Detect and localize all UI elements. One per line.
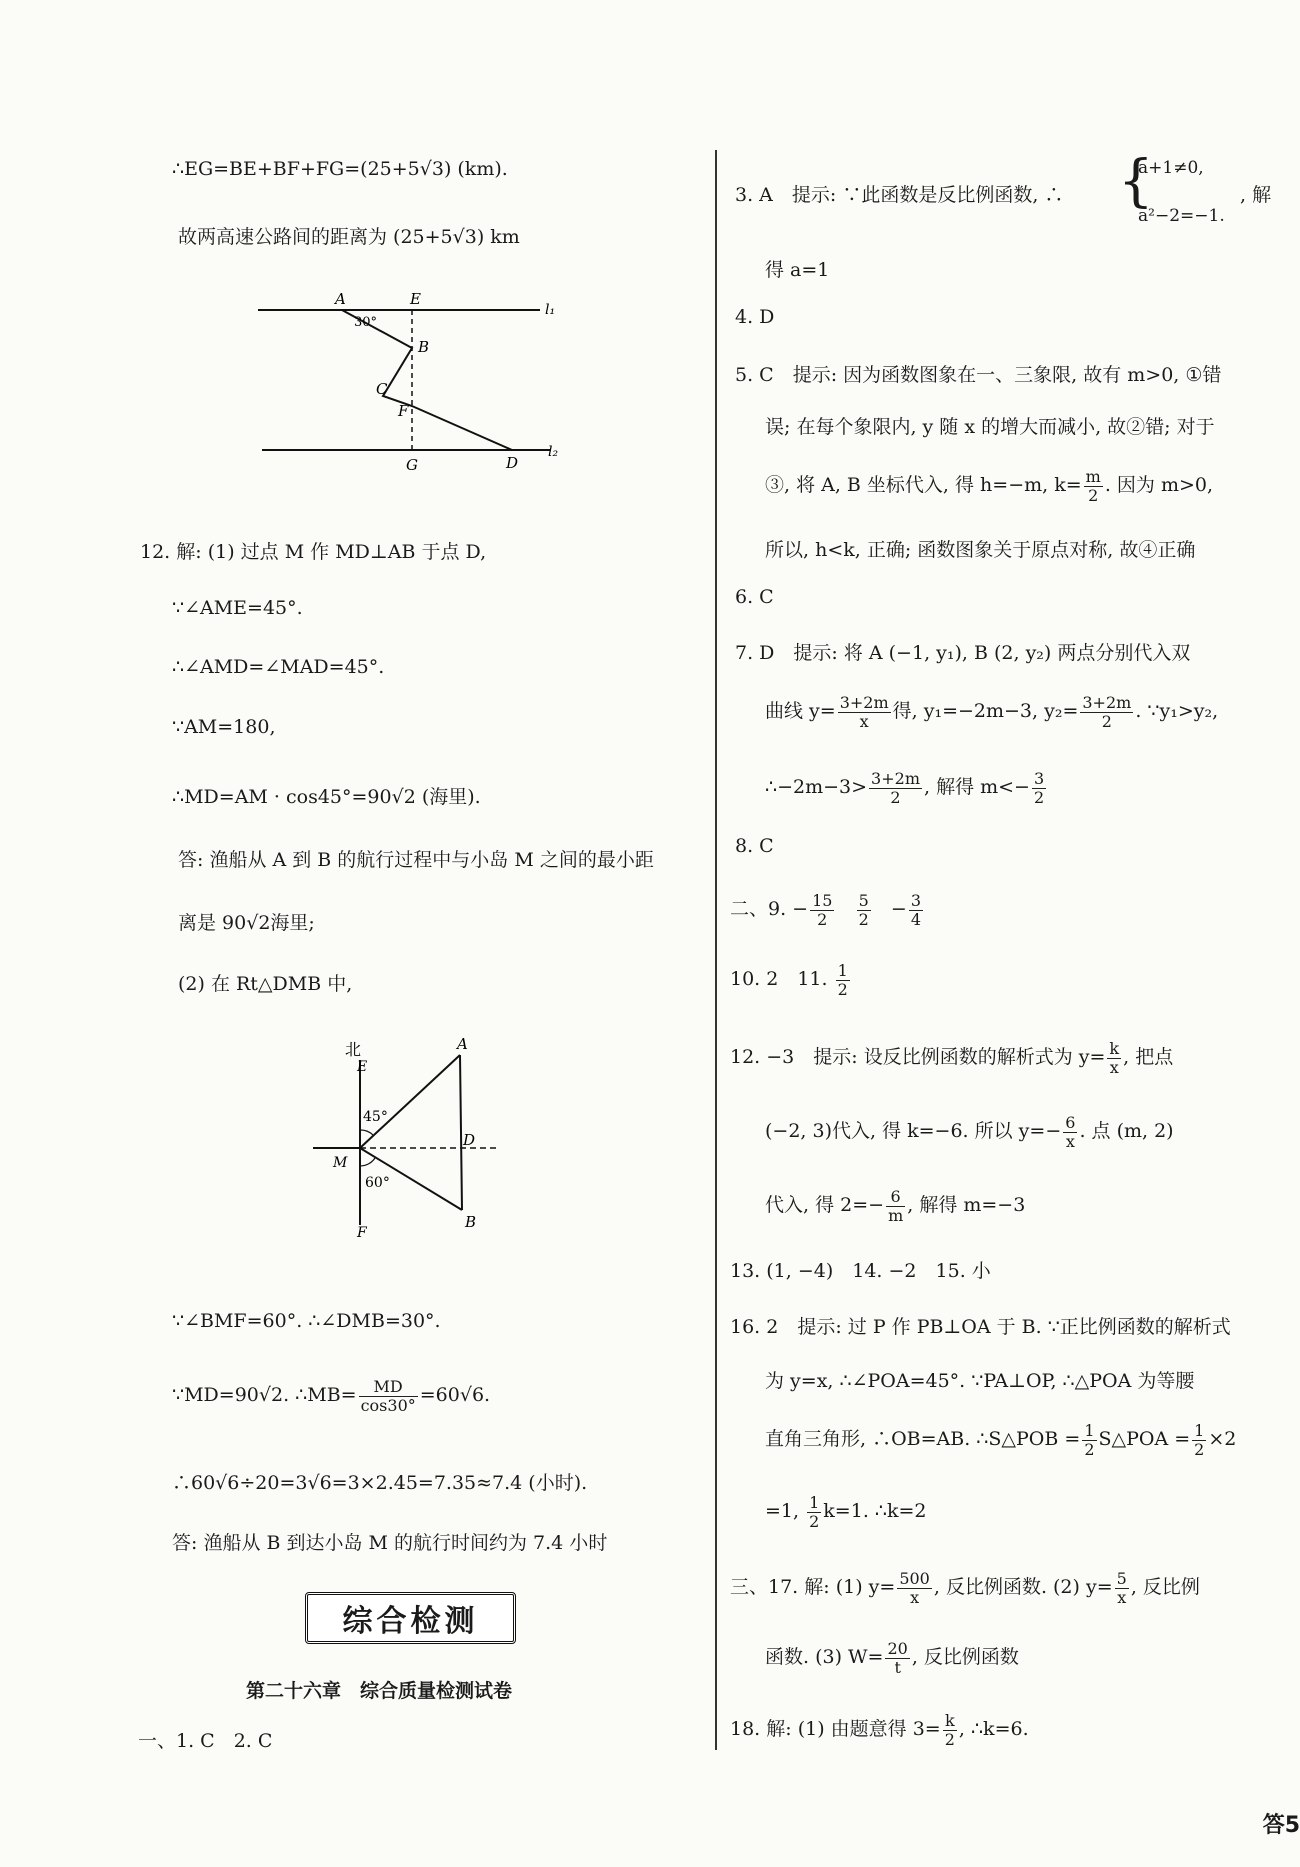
frac-num: 1 [1084, 1421, 1095, 1440]
q12-step-9: ∵∠BMF=60°. ∴∠DMB=30°. [172, 1310, 441, 1332]
r16-line-1: 16. 2 提示: 过 P 作 PB⊥OA 于 B. ∵正比例函数的解析式 [730, 1316, 1231, 1338]
frac-num: 5 [858, 891, 869, 910]
r7-line-2-b: 得, y₁=−2m−3, y₂= [892, 700, 1079, 723]
r12-line-1-a: 12. −3 提示: 设反比例函数的解析式为 y= [730, 1046, 1106, 1069]
r18-line [730, 1712, 1029, 1748]
frac-num: 6 [1065, 1113, 1076, 1132]
r4-answer: 4. D [735, 306, 775, 328]
frac-den: 2 [858, 909, 869, 929]
frac-3-4 [909, 892, 923, 928]
frac-den: x [1065, 1131, 1075, 1151]
frac-k-x [1107, 1040, 1121, 1076]
r9-minus: − [890, 898, 907, 921]
r17-line-2-a: 函数. (3) W= [765, 1646, 884, 1669]
r16-line-3-b: S△POA = [1098, 1428, 1191, 1451]
label-A2: A [457, 1035, 468, 1053]
r12-line-1-b: , 把点 [1123, 1046, 1174, 1069]
section-banner: 综合检测 [305, 1592, 516, 1644]
r17-line-1-c: , 反比例 [1130, 1576, 1200, 1599]
line-AB [460, 1055, 462, 1210]
q12-answer-1b: 离是 90√2海里; [178, 912, 315, 934]
q12-step-10 [172, 1378, 490, 1414]
frac-5-x [1115, 1570, 1129, 1606]
label-E2: E [357, 1059, 368, 1075]
label-G: G [406, 456, 418, 474]
frac-5-2 [857, 892, 871, 928]
frac-den: 2 [837, 979, 848, 999]
r12-line-2 [765, 1114, 1174, 1150]
figure-highways [250, 288, 570, 478]
r16-line-4-b: k=1. ∴k=2 [823, 1500, 927, 1523]
label-45deg: 45° [363, 1109, 388, 1125]
label-E: E [410, 290, 421, 308]
label-D: D [506, 454, 519, 472]
r8-answer: 8. C [735, 835, 774, 857]
label-l2: l₂ [548, 444, 559, 460]
r7-line-3-a: ∴−2m−3> [765, 776, 868, 799]
label-D2: D [463, 1131, 476, 1149]
q12-step-10-rhs: =60√6. [419, 1384, 491, 1407]
column-divider [715, 150, 717, 1750]
r5-line-3 [765, 468, 1213, 504]
r12-line-3-a: 代入, 得 2=− [765, 1194, 885, 1217]
frac-md-cos30 [359, 1378, 418, 1414]
label-F: F [398, 402, 409, 420]
frac-den: x [859, 711, 869, 731]
label-F2: F [357, 1225, 367, 1240]
r17-line-1-b: , 反比例函数. (2) y= [933, 1576, 1113, 1599]
r9-prefix: 二、9. − [730, 898, 809, 921]
eg-line: ∴EG=BE+BF+FG=(25+5√3) (km). [172, 158, 508, 180]
distance-conclusion: 故两高速公路间的距离为 (25+5√3) km [178, 226, 520, 248]
frac-num: m [1085, 467, 1101, 486]
r7-line-3-b: , 解得 m<− [923, 776, 1030, 799]
frac-1-2c [807, 1494, 821, 1530]
frac-den: x [1109, 1057, 1119, 1077]
r16-line-3-c: ×2 [1208, 1428, 1237, 1451]
frac-den: 2 [944, 1729, 955, 1749]
frac-3plus2m-2 [1080, 694, 1133, 730]
frac-1-2a [1082, 1422, 1096, 1458]
r5-line-1: 5. C 提示: 因为函数图象在一、三象限, 故有 m>0, ①错 [735, 364, 1222, 386]
r16-line-4-a: =1, [765, 1500, 800, 1523]
frac-den: cos30° [360, 1395, 416, 1415]
label-north: 北 [345, 1040, 362, 1059]
r18-line-a: 18. 解: (1) 由题意得 3= [730, 1718, 941, 1741]
page-corner-label: 答5 [1262, 1813, 1300, 1838]
line-MA [360, 1055, 460, 1148]
frac-num: 3+2m [1082, 693, 1132, 712]
frac-k-2 [943, 1712, 957, 1748]
frac-num: 5 [1116, 1569, 1127, 1588]
label-B2: B [465, 1213, 477, 1231]
r12-line-2-a: (−2, 3)代入, 得 k=−6. 所以 y=− [765, 1120, 1062, 1143]
frac-1-2b [1192, 1422, 1206, 1458]
label-M: M [333, 1155, 348, 1171]
q12-step-2: ∵∠AME=45°. [172, 597, 303, 619]
frac-num: 20 [887, 1639, 908, 1658]
frac-3-2 [1032, 770, 1046, 806]
frac-num: 1 [837, 961, 848, 980]
frac-1-2 [836, 962, 850, 998]
label-30deg: 30° [354, 315, 378, 330]
frac-num: 3 [910, 891, 921, 910]
figure-ship-island [305, 1035, 515, 1240]
r16-line-3 [765, 1422, 1236, 1458]
section-2-q9 [730, 892, 925, 928]
frac-den: x [910, 1587, 920, 1607]
label-60deg: 60° [365, 1175, 390, 1191]
r12-line-1 [730, 1040, 1173, 1076]
frac-num: 3+2m [839, 693, 889, 712]
frac-6-x [1063, 1114, 1077, 1150]
frac-den: 2 [1084, 1439, 1095, 1459]
r3-tail: , 解 [1240, 184, 1272, 206]
r3-result: 得 a=1 [765, 259, 830, 281]
frac-num: 1 [1194, 1421, 1205, 1440]
frac-3plus2m-2b [869, 770, 922, 806]
q12-answer-1a: 答: 渔船从 A 到 B 的航行过程中与小岛 M 之间的最小距 [178, 849, 654, 871]
frac-den: 2 [809, 1511, 820, 1531]
r17-line-1 [730, 1570, 1200, 1606]
r3-line: 3. A 提示: ∵此函数是反比例函数, ∴ [735, 184, 1064, 206]
r12-line-2-b: . 点 (m, 2) [1079, 1120, 1174, 1143]
q10-q11 [730, 962, 852, 998]
section-1-answers: 一、1. C 2. C [138, 1730, 273, 1752]
frac-den: 2 [817, 909, 828, 929]
r5-line-3-a: ③, 将 A, B 坐标代入, 得 h=−m, k= [765, 474, 1082, 497]
r7-line-3 [765, 770, 1048, 806]
q12-answer-2: 答: 渔船从 B 到达小岛 M 的航行时间约为 7.4 小时 [172, 1532, 608, 1554]
label-C: C [376, 380, 388, 398]
frac-15-2 [810, 892, 834, 928]
frac-den: x [1117, 1587, 1127, 1607]
chapter-heading: 第二十六章 综合质量检测试卷 [246, 1680, 513, 1702]
system-brace: { [1118, 149, 1154, 214]
frac-num: 15 [812, 891, 833, 910]
frac-num: k [943, 1712, 957, 1731]
r17-line-2-b: , 反比例函数 [911, 1646, 1019, 1669]
frac-den: 2 [890, 787, 901, 807]
r5-line-4: 所以, h<k, 正确; 函数图象关于原点对称, 故④正确 [765, 539, 1196, 561]
r16-line-2: 为 y=x, ∴∠POA=45°. ∵PA⊥OP, ∴△POA 为等腰 [765, 1370, 1195, 1392]
r3-system-eq2: a²−2=−1. [1138, 206, 1225, 226]
frac-den: 4 [910, 909, 921, 929]
frac-den: m [888, 1205, 904, 1225]
r7-line-2 [765, 694, 1218, 730]
q12-intro: 12. 解: (1) 过点 M 作 MD⊥AB 于点 D, [140, 541, 487, 563]
frac-num: k [1109, 1039, 1120, 1058]
r17-line-2 [765, 1640, 1019, 1676]
frac-500-x [897, 1570, 932, 1606]
frac-den: 2 [1033, 787, 1045, 807]
q13-15-answers: 13. (1, −4) 14. −2 15. 小 [730, 1260, 991, 1282]
frac-num: 3+2m [871, 769, 920, 788]
q12-step-10-lhs: ∵MD=90√2. ∴MB= [172, 1384, 357, 1407]
r17-line-1-a: 三、17. 解: (1) y= [730, 1576, 896, 1599]
frac-3plus2m-x [838, 694, 891, 730]
frac-num: 500 [899, 1569, 930, 1588]
frac-20-t [885, 1640, 909, 1676]
r6-answer: 6. C [735, 586, 774, 608]
frac-num: 3 [1033, 769, 1045, 788]
r7-line-2-c: . ∵y₁>y₂, [1135, 700, 1219, 723]
r16-line-4 [765, 1494, 927, 1530]
q12-step-3: ∴∠AMD=∠MAD=45°. [172, 656, 385, 678]
frac-num: MD [359, 1378, 418, 1397]
r3-system-eq1: a+1≠0, [1138, 158, 1204, 178]
q12-part-2: (2) 在 Rt△DMB 中, [178, 973, 353, 995]
frac-num: 1 [809, 1493, 820, 1512]
r7-line-1: 7. D 提示: 将 A (−1, y₁), B (2, y₂) 两点分别代入双 [735, 642, 1191, 664]
r5-line-2: 误; 在每个象限内, y 随 x 的增大而减小, 故②错; 对于 [765, 416, 1215, 438]
r18-line-b: , ∴k=6. [958, 1718, 1029, 1741]
label-l1: l₁ [545, 302, 556, 318]
r5-line-3-b: . 因为 m>0, [1104, 474, 1214, 497]
r12-line-3 [765, 1188, 1025, 1224]
frac-den: 2 [1194, 1439, 1205, 1459]
frac-6-m [886, 1188, 905, 1224]
frac-den: 2 [1088, 485, 1099, 505]
path-ABCFD [342, 310, 512, 450]
label-B: B [418, 338, 430, 356]
r12-line-3-b: , 解得 m=−3 [907, 1194, 1026, 1217]
label-A: A [335, 290, 346, 308]
q10-q11-text: 10. 2 11. [730, 968, 828, 991]
frac-den: t [894, 1657, 901, 1677]
r7-line-2-a: 曲线 y= [765, 700, 836, 723]
frac-num: 6 [886, 1188, 905, 1207]
q12-step-4: ∵AM=180, [172, 716, 276, 738]
frac-m-2 [1084, 468, 1103, 504]
frac-den: 2 [1101, 711, 1112, 731]
r16-line-3-a: 直角三角形, ∴OB=AB. ∴S△POB = [765, 1428, 1081, 1451]
q12-step-11: ∴60√6÷20=3√6=3×2.45=7.35≈7.4 (小时). [172, 1472, 588, 1494]
q12-step-5: ∴MD=AM · cos45°=90√2 (海里). [172, 786, 481, 808]
